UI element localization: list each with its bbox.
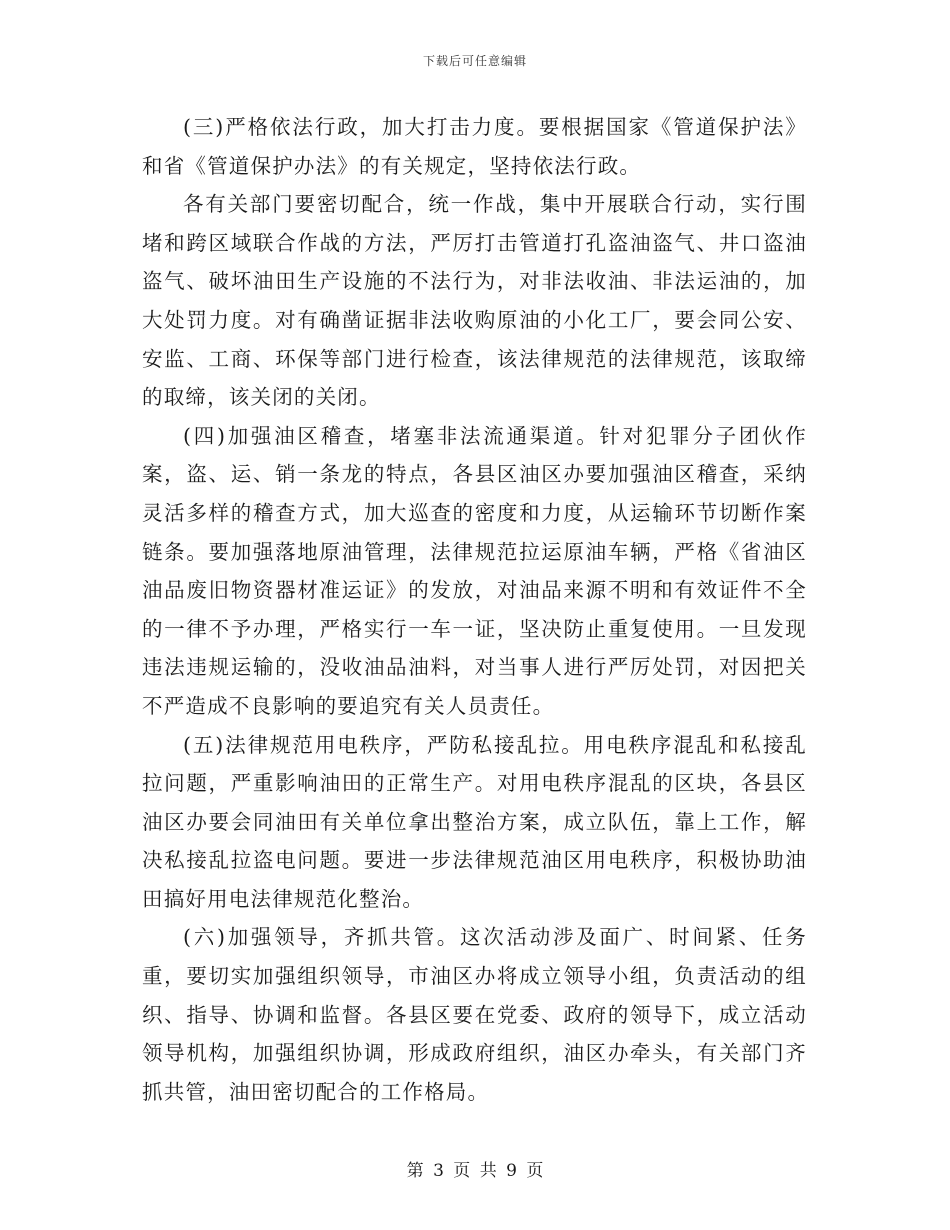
paragraph-section-3-body: 各有关部门要密切配合，统一作战，集中开展联合行动，实行围堵和跨区域联合作战的方法，严厉打击管道打孔盗油盗气、井口盗油盗气、破坏油田生产设施的不法行为，对非法收油、非法运油的，加大处罚力度。对有确凿证据非法收购原油的小化工厂，要会同公安、安监、工商、环保等部门进行检查，该法律规范的法律规范，该取缔的取缔，该关闭的关闭。 — [142, 192, 807, 410]
paragraph-section-5: (五)法律规范用电秩序，严防私接乱拉。用电秩序混乱和私接乱拉问题，严重影响油田的正常生产。对用电秩序混乱的区块，各县区油区办要会同油田有关单位拿出整治方案，成立队伍，靠上工作，解决私接乱拉盗电问题。要进一步法律规范油区用电秩序，积极协助油田搞好用电法律规范化整治。 — [142, 732, 807, 911]
document-body — [142, 108, 807, 1111]
page-number-footer: 第 3 页 共 9 页 — [406, 1161, 544, 1181]
paragraph-section-6: (六)加强领导，齐抓共管。这次活动涉及面广、时间紧、任务重，要切实加强组织领导，市油区办将成立领导小组，负责活动的组织、指导、协调和监督。各县区要在党委、政府的领导下，成立活动领导机构，加强组织协调，形成政府组织，油区办牵头，有关部门齐抓共管，油田密切配合的工作格局。 — [142, 925, 807, 1104]
paragraph-section-3-heading: (三)严格依法行政，加大打击力度。要根据国家《管道保护法》和省《管道保护办法》的有关规定，坚持依法行政。 — [142, 115, 807, 178]
paragraph-section-4: (四)加强油区稽查，堵塞非法流通渠道。针对犯罪分子团伙作案，盗、运、销一条龙的特点，各县区油区办要加强油区稽查，采纳灵活多样的稽查方式，加大巡查的密度和力度，从运输环节切断作案链条。要加强落地原油管理，法律规范拉运原油车辆，严格《省油区油品废旧物资器材准运证》的发放，对油品来源不明和有效证件不全的一律不予办理，严格实行一车一证，坚决防止重复使用。一旦发现违法违规运输的，没收油品油料，对当事人进行严厉处罚，对因把关不严造成不良影响的要追究有关人员责任。 — [142, 423, 807, 718]
page-header: 下载后可任意编辑 — [422, 54, 527, 68]
